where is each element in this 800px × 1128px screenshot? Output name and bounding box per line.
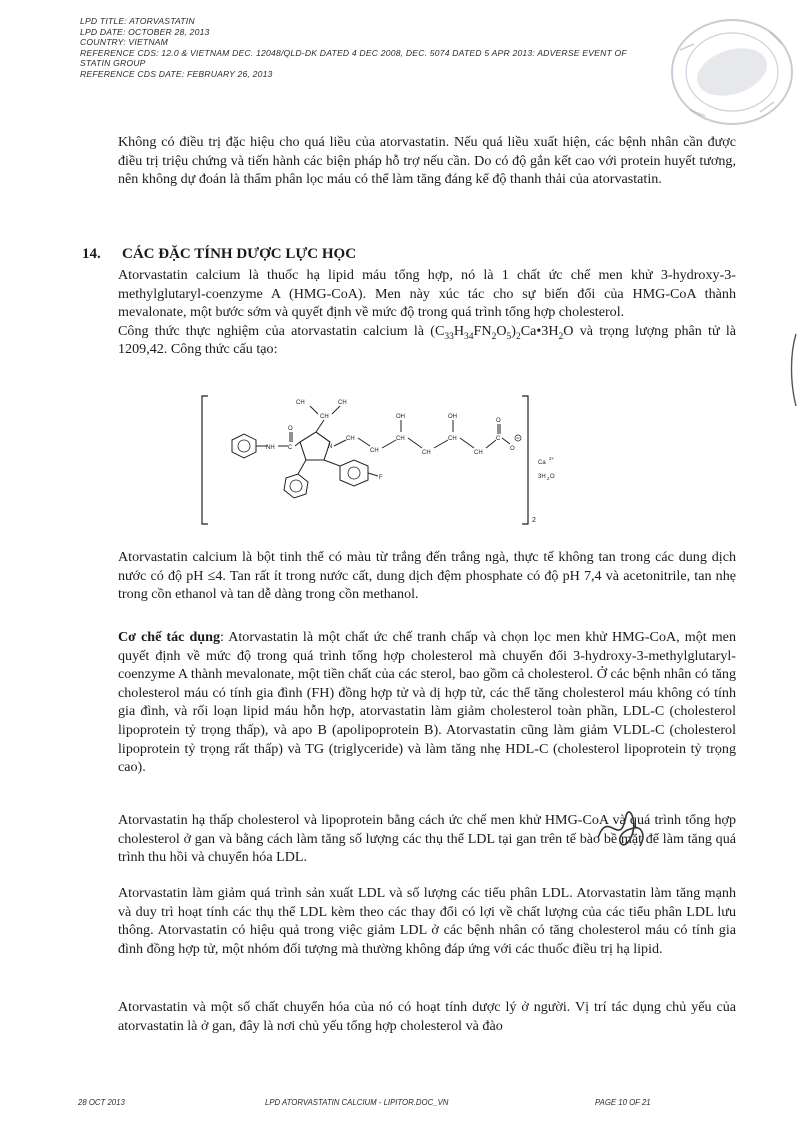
header-country: COUNTRY: VIETNAM [80,37,169,48]
company-stamp [650,10,800,140]
empirical-prefix: Công thức thực nghiệm của atorvastatin calcium là (C [118,322,445,339]
edge-mark [784,330,800,410]
mechanism-paragraph [118,628,736,777]
ldl-production-paragraph: Atorvastatin làm giảm quá trình sản xuất LDL và số lượng các tiểu phân LDL. Atorvastatin làm tăng mạnh và duy trì hoạt tính các thụ thể LDL kèm theo các thay đổi có lợi về chất lượng của các tiểu phân LDL lưu thông. Atorvastatin có hiệu quả trong việc giảm LDL ở các bệnh nhân có tăng cholesterol máu có tính gia đình đồng hợp tử, một nhóm đối tượng mà thường không đáp ứng với các thuốc điều trị hạ lipid. [118,885,736,957]
hydroxyl-2: OH [448,414,457,420]
intro-block [118,266,736,359]
ldl-production-block [118,884,736,958]
ldl-receptor-paragraph: Atorvastatin hạ thấp cholesterol và lipoprotein bằng cách ức chế men khử HMG-CoA và quá trình tổng hợp cholesterol ở gan và bằng cách làm tăng số lượng các thụ thể LDL tại gan trên tế bào bề mặt để làm tăng quá trình thu hồi và chuyển hóa LDL. [118,812,736,866]
physical-paragraph: Atorvastatin calcium là bột tinh thể có màu từ trắng đến trắng ngà, thực tế không tan trong các dung dịch nước có độ pH ≤4. Tan rất ít trong nước cất, dung dịch đệm phosphate có độ pH 7,4 và acetonitrile, tan nhẹ trong cồn ethanol và tan dễ dàng trong cồn methanol. [118,549,736,603]
footer-document-name: LPD ATORVASTATIN CALCIUM - LIPITOR.DOC_VN [265,1098,449,1107]
metabolites-block [118,998,736,1035]
svg-text:2: 2 [547,476,550,481]
footer-page-number: PAGE 10 OF 21 [595,1098,651,1107]
fluorine-label: F [379,475,383,481]
header-reference: REFERENCE CDS: 12.0 & VIETNAM DEC. 12048/QLD-DK DATED 4 DEC 2008, DEC. 5074 DATED 5 APR 2013: ADVERSE EVENT OF [80,47,627,58]
footer-date: 28 OCT 2013 [78,1098,125,1107]
physical-block [118,548,736,604]
empirical-formula-paragraph: Công thức thực nghiệm của atorvastatin calcium là $(C_{33}H_{34}FN_2O_5)_2Ca•3H_2O$ và trọng lượng phân tử là 1209,42. Công thức cấu tạo: [118,322,736,358]
metabolites-paragraph: Atorvastatin và một số chất chuyển hóa của nó có hoạt tính dược lý ở người. Vị trí tác dụng chủ yếu của atorvastatin là ở gan, đây là nơi chủ yếu tổng hợp cholesterol và đào [118,999,736,1034]
carboxylate-o-label: O [510,446,515,452]
mechanism-text: : Atorvastatin là một chất ức chế tranh chấp và chọn lọc men khử HMG-CoA, một men quyết định về mức độ trong quá trình tổng hợp cholesterol mà chuyển đổi 3-hydroxy-3-methylglutaryl-coenzyme A thành mevalonate, một tiền chất của các sterol, bao gồm cả cholesterol. Ở các bệnh nhân có tăng cholesterol máu có tính gia đình (FH) đồng hợp tử và dị hợp tử, các thể tăng cholesterol máu không có tính gia đình, và rối loạn lipid máu hỗn hợp, atorvastatin làm giảm cholesterol toàn phần, LDL-C (cholesterol lipoprotein tỷ trọng thấp), và apo B (apolipoprotein B). Atorvastatin cũng làm giảm VLDL-C (cholesterol lipoprotein tỷ trọng rất thấp) và TG (triglyceride) và làm tăng nhẹ HDL-C (cholesterol lipoprotein tỷ trọng cao). [118,629,736,776]
pyrrole-n-label: N [328,444,333,450]
chain-ch2-1: CH [346,436,355,442]
document-header [80,16,720,80]
header-title: LPD TITLE: ATORVASTATIN [80,16,195,26]
structural-formula [200,394,560,534]
calcium-label: Ca [538,460,546,466]
bracket-subscript: 2 [532,517,536,524]
overdose-paragraph-block [118,133,736,189]
header-date: LPD DATE: OCTOBER 28, 2013 [80,26,210,37]
svg-text:CH: CH [474,450,483,456]
chain-ch-c: CH [448,436,457,442]
carbonyl-c-label: C [288,445,293,451]
empirical-suffix: và trọng lượng phân tử là 1209,42. Công thức cấu tạo: [118,322,736,358]
svg-text:O: O [496,418,501,424]
hydroxyl-1: OH [396,414,405,420]
overdose-paragraph: Không có điều trị đặc hiệu cho quá liều của atorvastatin. Nếu quá liều xuất hiện, các bệnh nhân cần được điều trị triệu chứng và tiến hành các biện pháp hỗ trợ nếu cần. Do có độ gắn kết cao với protein huyết tương, nên không dự đoán là thẩm phân lọc máu có thể làm tăng đáng kể độ thanh thải của atorvastatin. [118,134,736,188]
carboxyl-c-label: C [496,436,501,442]
chain-ch2-3: CH [422,450,431,456]
section-title: CÁC ĐẶC TÍNH DƯỢC LỰC HỌC [122,246,357,262]
section-heading [82,246,356,263]
methyl-label-1: CH [296,400,305,406]
svg-text:O: O [288,426,293,432]
nh-label: NH [266,445,275,451]
methyl-label-2: CH [338,400,347,406]
svg-text:2+: 2+ [549,456,555,461]
water-label: 3H [538,474,546,480]
header-reference-cont: STATIN GROUP [80,58,146,69]
handwritten-signature [590,798,650,858]
water-o-label: O [550,474,555,480]
mechanism-term: Cơ chế tác dụng [118,629,221,645]
chain-ch-b: CH [396,436,405,442]
intro-paragraph: Atorvastatin calcium là thuốc hạ lipid máu tổng hợp, nó là 1 chất ức chế men khử 3-hydroxy-3-methylglutaryl-coenzyme A (HMG-CoA). Men này xúc tác cho sự biến đổi của HMG-CoA thành mevalonate, một bước sớm và quyết định về mức độ trong quá trình tổng hợp cholesterol. [118,267,736,321]
chain-ch2-2: CH [370,448,379,454]
header-reference-date: REFERENCE CDS DATE: FEBRUARY 26, 2013 [80,68,273,79]
section-number: 14. [82,246,101,262]
isopropyl-ch-label: CH [320,414,329,420]
mechanism-block [118,628,736,777]
